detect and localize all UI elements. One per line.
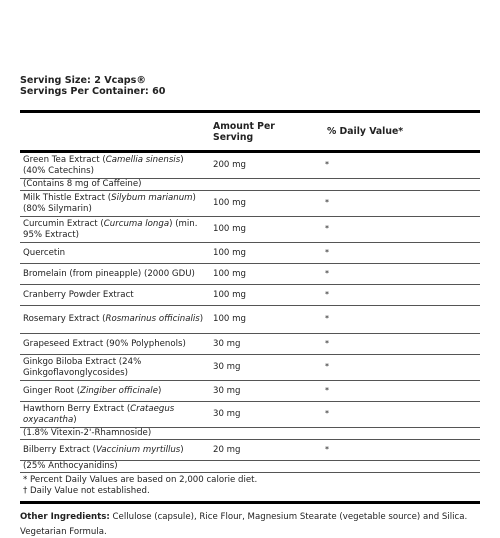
ingredient-latin-name: Curcuma longa — [103, 219, 170, 229]
ingredient-name-suffix: ) — [157, 385, 162, 396]
ingredient-daily-value — [297, 461, 480, 473]
servings-per-container: Servings Per Container: 60 — [20, 86, 166, 97]
ingredient-name-text: Bilberry Extract ( — [23, 444, 97, 455]
ingredient-daily-value: * — [297, 264, 480, 285]
ingredient-daily-value: * — [297, 217, 480, 243]
ingredient-name-suffix: ) (40% Catechins) — [23, 155, 184, 176]
ingredient-name — [20, 428, 207, 440]
ingredient-name-text: Milk Thistle Extract ( — [23, 193, 112, 203]
ingredient-latin-name: Camellia sinensis — [105, 155, 181, 165]
ingredient-name — [20, 179, 207, 191]
ingredient-daily-value: * — [297, 243, 480, 264]
ingredient-name-text: Bromelain (from pineapple) (2000 GDU) — [23, 268, 195, 279]
ingredient-daily-value: * — [297, 402, 480, 428]
ingredient-name-text: Grapeseed Extract (90% Polyphenols) — [23, 338, 186, 349]
ingredient-amount: 30 mg — [207, 381, 297, 402]
vegetarian-formula: Vegetarian Formula. — [20, 527, 107, 537]
table-header-row — [20, 113, 480, 152]
ingredient-name-text: Ginger Root ( — [23, 385, 81, 396]
ingredient-name — [20, 381, 207, 402]
table-row — [20, 334, 480, 355]
ingredient-name-text: (1.8% Vitexin-2'-Rhamnoside) — [23, 428, 152, 439]
ingredient-name-suffix: ) (80% Silymarin) — [23, 193, 196, 214]
ingredient-name-suffix: ) (min. 95% Extract) — [23, 219, 198, 240]
ingredient-name — [20, 355, 207, 381]
table-row — [20, 285, 480, 306]
ingredient-daily-value: * — [325, 160, 329, 170]
other-ingredients-label: Other Ingredients: — [20, 512, 110, 522]
ingredient-daily-value — [297, 428, 480, 440]
ingredient-daily-value: * — [297, 381, 480, 402]
ingredient-daily-value: * — [297, 440, 480, 461]
ingredient-daily-value: * — [297, 191, 480, 217]
ingredient-name-text: Curcumin Extract ( — [23, 219, 104, 229]
ingredient-name-suffix: ) — [180, 444, 184, 455]
ingredient-latin-name: Silybum marianum — [111, 193, 193, 203]
ingredient-name — [20, 285, 207, 306]
ingredient-daily-value: * — [297, 285, 480, 306]
table-row — [20, 461, 480, 473]
table-row — [20, 381, 480, 402]
ingredient-name-text: Quercetin — [23, 247, 66, 258]
ingredient-name — [20, 461, 207, 473]
ingredient-amount: 100 mg — [207, 217, 297, 243]
other-ingredients — [20, 508, 480, 527]
table-row — [20, 264, 480, 285]
table-row — [20, 217, 480, 243]
table-row — [20, 152, 480, 179]
ingredient-daily-value: * — [297, 355, 480, 381]
ingredient-amount — [207, 179, 297, 191]
ingredient-amount: 200 mg — [213, 160, 246, 171]
table-row — [20, 306, 480, 334]
supplement-facts-panel — [20, 75, 480, 538]
ingredient-name — [20, 402, 207, 428]
ingredient-name-suffix: ) — [199, 314, 204, 325]
table-row — [20, 179, 480, 191]
ingredient-amount: 30 mg — [207, 334, 297, 355]
ingredient-latin-name: Rosmarinus officinalis — [105, 314, 200, 325]
footnotes — [20, 472, 480, 504]
ingredient-amount: 30 mg — [207, 402, 297, 428]
ingredient-amount: 100 mg — [207, 264, 297, 285]
header-blank — [20, 113, 207, 152]
ingredient-amount — [207, 428, 297, 440]
table-row — [20, 440, 480, 461]
ingredient-amount: 20 mg — [207, 440, 297, 461]
supplement-table — [20, 113, 480, 472]
table-body — [20, 152, 480, 473]
ingredient-name-text: Green Tea Extract ( — [23, 155, 106, 165]
table-row — [20, 428, 480, 440]
ingredient-name-text: Hawthorn Berry Extract ( — [23, 404, 131, 414]
ingredient-name — [20, 334, 207, 355]
footnote-not-established: † Daily Value not established. — [23, 486, 150, 496]
ingredient-latin-name: Crataegus oxyacantha — [23, 404, 175, 425]
table-row — [20, 402, 480, 428]
ingredient-name — [20, 306, 207, 334]
ingredient-amount: 100 mg — [207, 285, 297, 306]
footnote-percent: * Percent Daily Values are based on 2,000 calorie diet. — [23, 475, 258, 485]
table-row — [20, 355, 480, 381]
header-daily-value: % Daily Value* — [297, 113, 480, 152]
other-ingredients-text: Cellulose (capsule), Rice Flour, Magnesium Stearate (vegetable source) and Silica. — [109, 512, 468, 522]
ingredient-name — [20, 243, 207, 264]
table-row — [20, 243, 480, 264]
ingredient-amount: 30 mg — [207, 355, 297, 381]
ingredient-amount: 100 mg — [207, 191, 297, 217]
ingredient-daily-value: * — [297, 306, 480, 334]
ingredient-latin-name: Vaccinium myrtillus — [96, 444, 181, 455]
ingredient-name — [20, 152, 207, 179]
header-amount: Amount Per Serving — [207, 113, 297, 152]
ingredient-amount — [207, 461, 297, 473]
ingredient-name — [20, 191, 207, 217]
ingredient-latin-name: Zingiber officinale — [80, 385, 158, 396]
ingredient-daily-value — [297, 179, 480, 191]
serving-size: Serving Size: 2 Vcaps® — [20, 75, 146, 86]
ingredient-name — [20, 440, 207, 461]
ingredient-name — [20, 217, 207, 243]
ingredient-name-text: (Contains 8 mg of Caffeine) — [23, 179, 142, 190]
ingredient-name-text: Cranberry Powder Extract — [23, 289, 134, 300]
ingredient-name — [20, 264, 207, 285]
ingredient-amount: 100 mg — [207, 243, 297, 264]
table-row — [20, 191, 480, 217]
ingredient-name-text: Ginkgo Biloba Extract (24% Ginkgoflavonglycosides) — [23, 357, 142, 378]
ingredient-name-text: (25% Anthocyanidins) — [23, 461, 118, 472]
ingredient-name-text: Rosemary Extract ( — [23, 314, 106, 325]
ingredient-daily-value: * — [297, 334, 480, 355]
ingredient-name-suffix: ) — [73, 414, 77, 425]
ingredient-amount: 100 mg — [207, 306, 297, 334]
